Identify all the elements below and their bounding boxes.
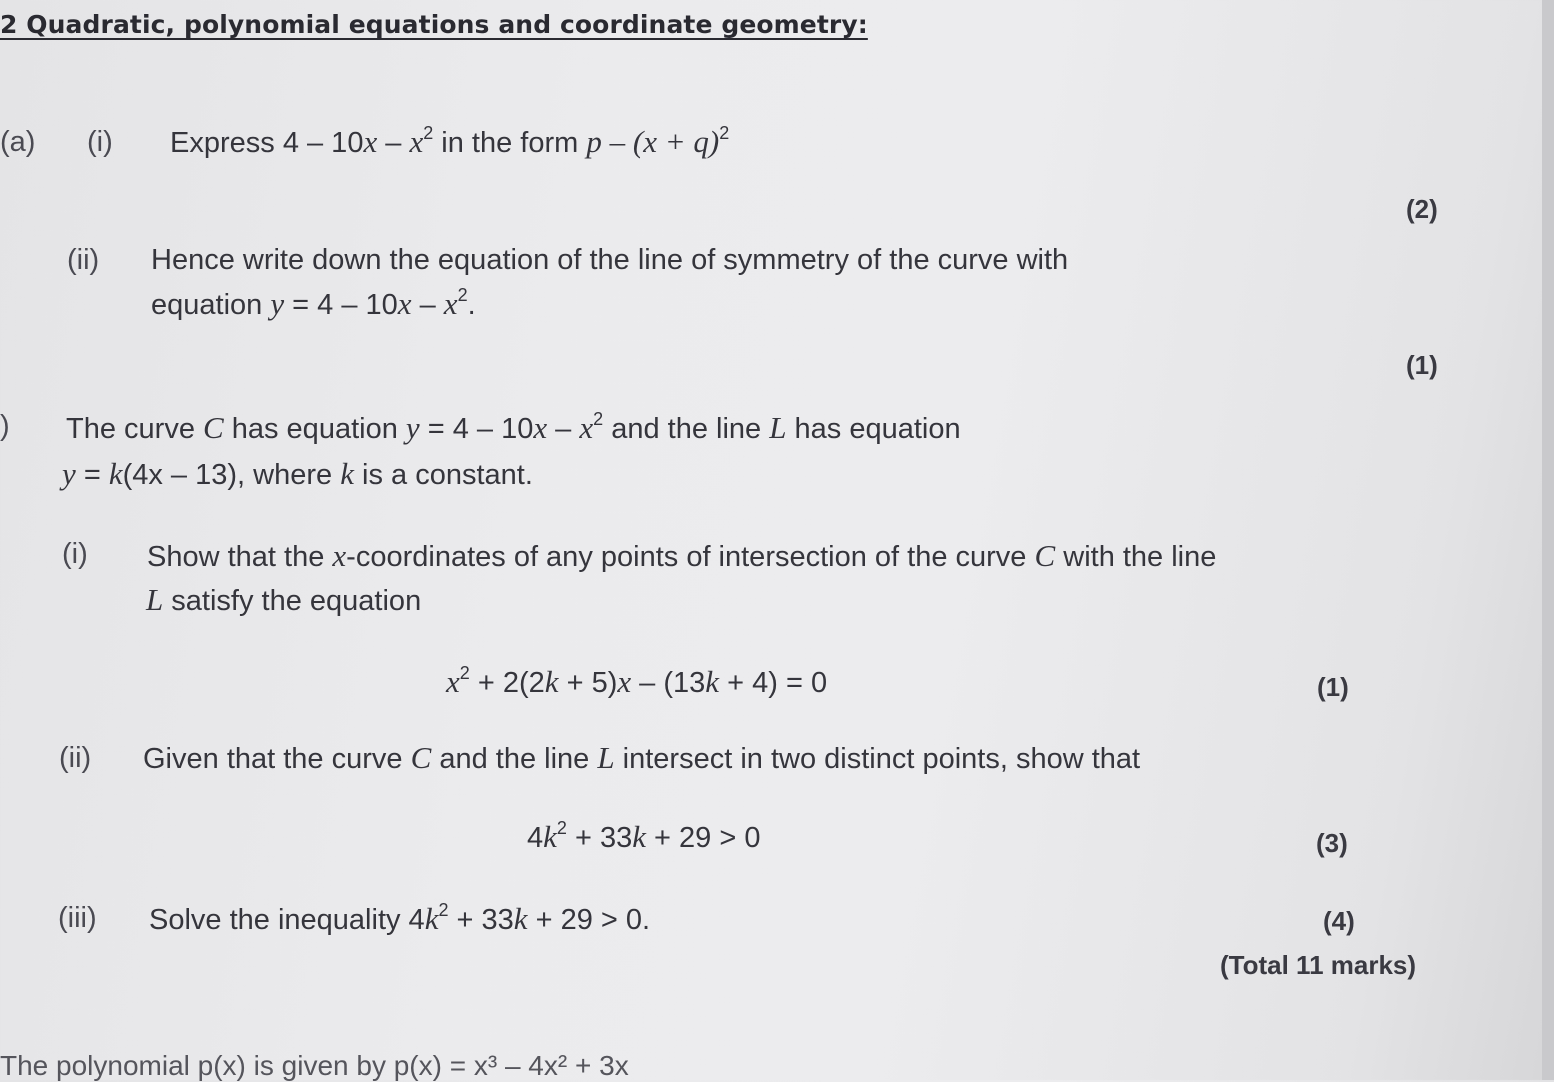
part-b-i-marks: (1) <box>1317 672 1349 702</box>
part-a-i-marks: (2) <box>1406 194 1438 224</box>
part-b-ii-line: Given that the curve C and the line L intersect in two distinct points, show that <box>143 740 1141 775</box>
part-b-iii-line: Solve the inequality $4k^2 + 33k + 29 > 0$. <box>149 900 651 936</box>
part-a-i-question: Express $4 - 10x - x^2$ in the form $p - (x + q)^2$ <box>170 123 730 159</box>
part-b-ii-inequality: $4k^2 + 33k + 29 > 0$ <box>527 818 761 854</box>
part-b-i-line1: Show that the x-coordinates of any points of intersection of the curve C with the line <box>147 538 1217 573</box>
part-b-intro-line2: y = k(4x – 13), where k is a constant. <box>62 456 533 491</box>
part-a-ii-line2: equation $y = 4 - 10x - x^2$. <box>151 285 476 321</box>
part-b-i-equation: $x^2 + 2(2k + 5)x - (13k + 4) = 0$ <box>446 663 828 699</box>
part-b-intro-line1: The curve C has equation $y = 4 - 10x - x^2$ and the line L has equation <box>66 409 961 445</box>
part-b-label: ) <box>0 410 10 442</box>
part-b-iii-marks: (4) <box>1323 906 1355 936</box>
part-a-ii-marks: (1) <box>1406 350 1438 380</box>
part-a-ii-line1: Hence write down the equation of the line of symmetry of the curve with <box>151 244 1069 276</box>
total-marks: (Total 11 marks) <box>1220 950 1417 980</box>
part-a-i-label: (i) <box>87 126 113 158</box>
part-b-i-line2: L satisfy the equation <box>146 582 422 617</box>
part-b-iii-label: (iii) <box>58 902 97 934</box>
part-a-ii-label: (ii) <box>67 244 100 276</box>
next-question-cut-text: The polynomial p(x) is given by p(x) = x³ – 4x² + 3x <box>0 1050 629 1081</box>
section-title: 2 Quadratic, polynomial equations and coordinate geometry: <box>0 10 868 39</box>
part-a-label: (a) <box>0 126 36 158</box>
part-b-ii-marks: (3) <box>1316 828 1348 858</box>
part-b-ii-label: (ii) <box>59 742 92 774</box>
screen-edge <box>1542 0 1554 1080</box>
part-b-i-label: (i) <box>62 538 88 570</box>
